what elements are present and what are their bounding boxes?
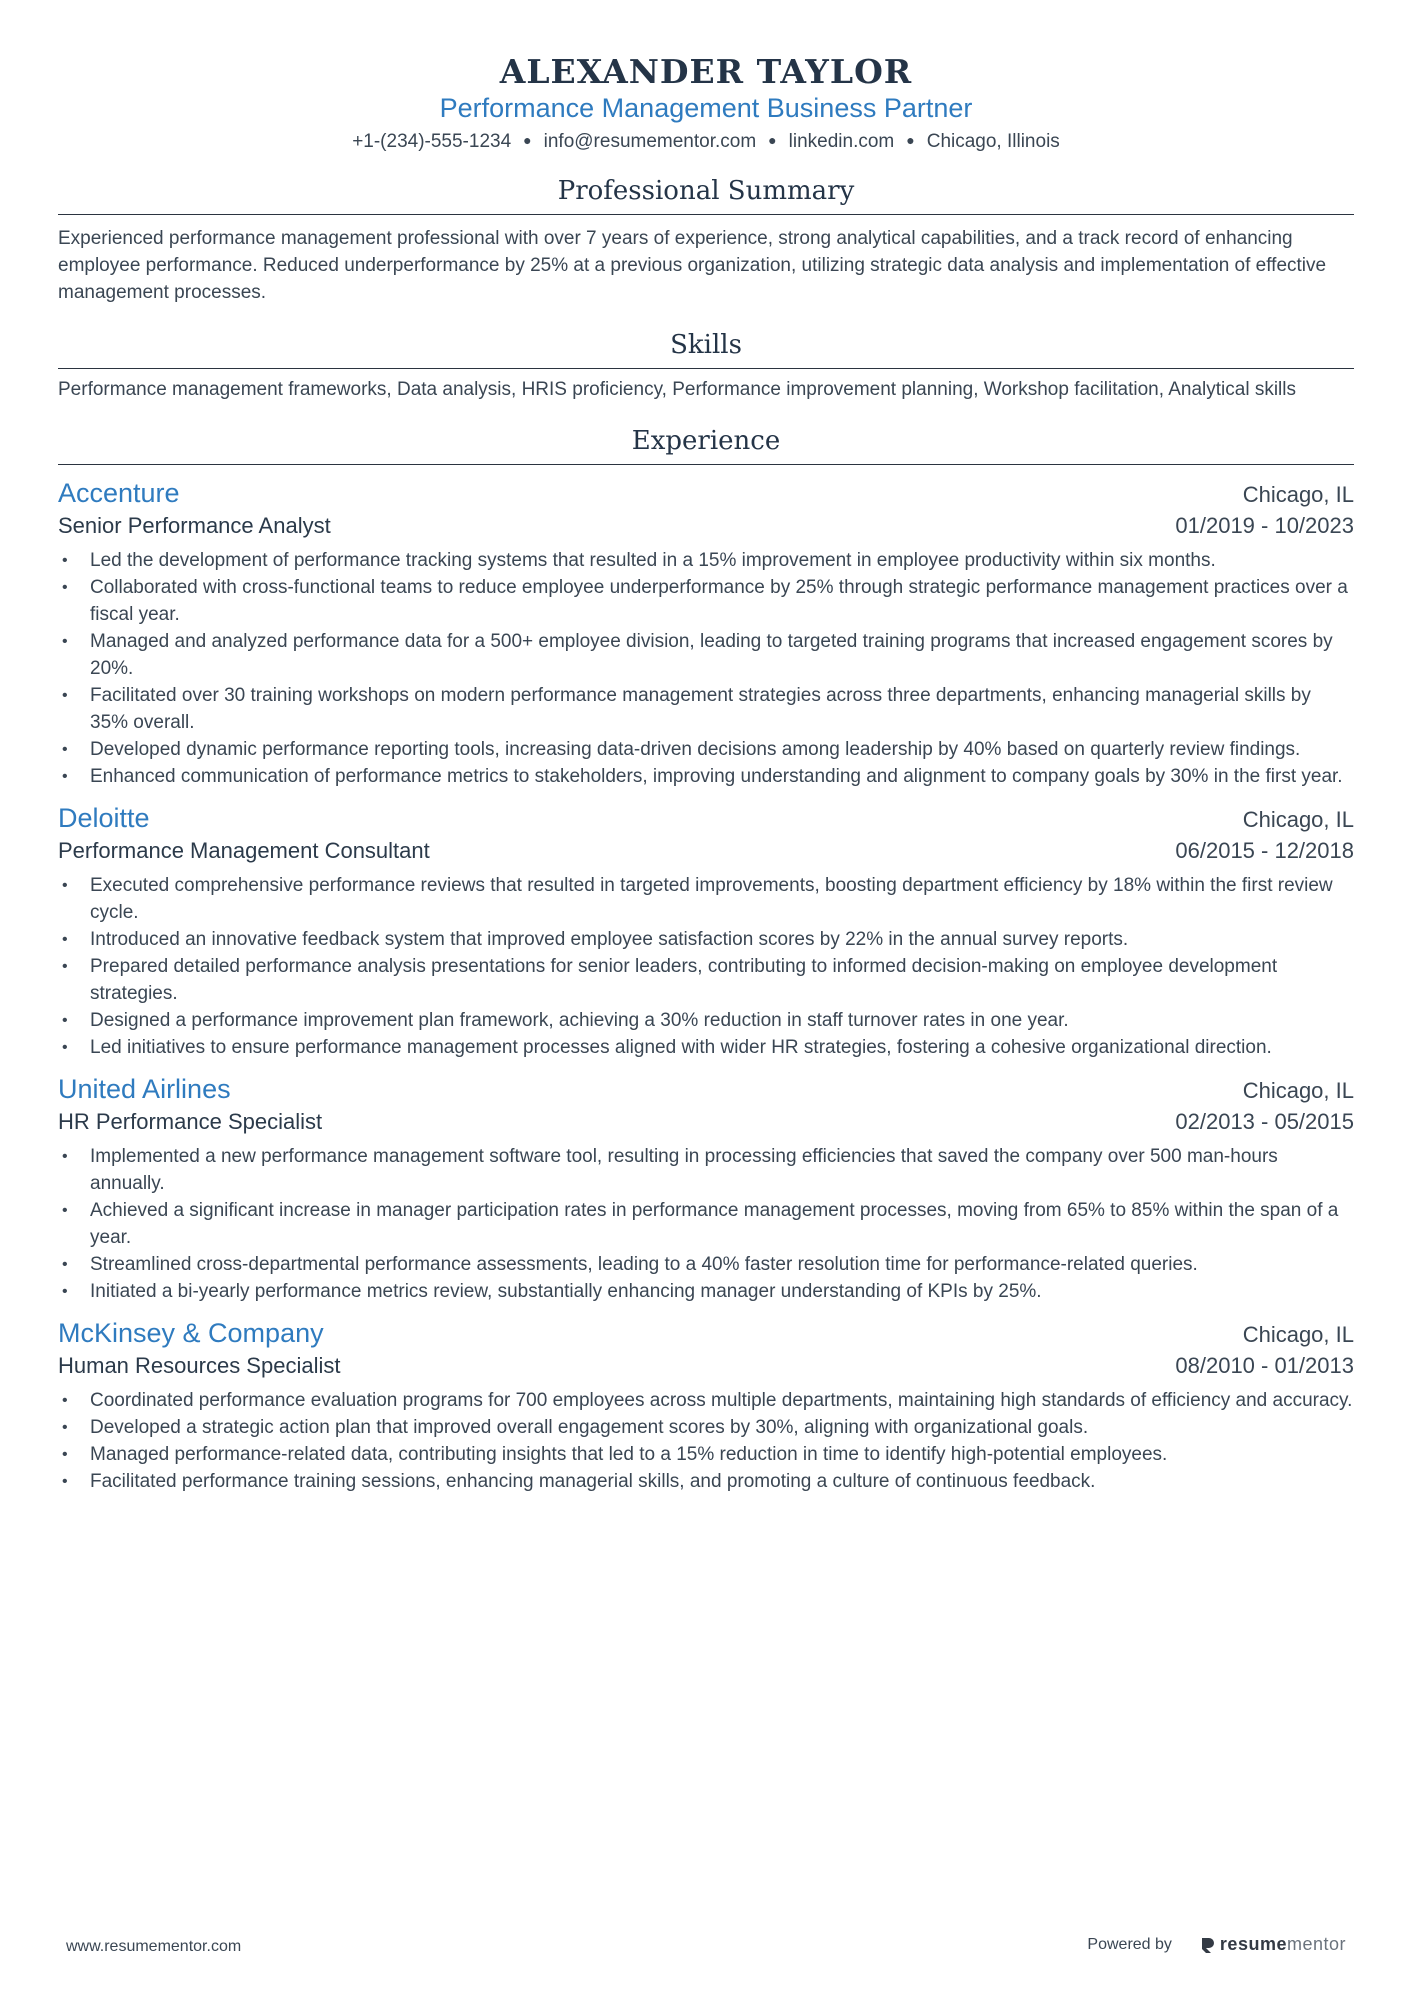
bullet-icon: •	[62, 1446, 68, 1463]
bullet-icon: •	[62, 1256, 68, 1273]
job-bullets	[58, 872, 1354, 1061]
job-bullet	[58, 763, 1354, 790]
bullet-icon: •	[62, 741, 68, 758]
job-bullet	[58, 1197, 1354, 1251]
summary-heading: Professional Summary	[58, 174, 1354, 215]
job-bullet-text: Developed dynamic performance reporting tools, increasing data-driven decisions among leadership by 40% based on quarterly review findings.	[90, 739, 1301, 760]
logo-text-bold: resume	[1219, 1934, 1287, 1954]
job-title: Performance Management Consultant	[58, 838, 430, 863]
job-bullet-text: Streamlined cross-departmental performance assessments, leading to a 40% faster resolution time for performance-related queries.	[90, 1254, 1198, 1275]
job-bullet-text: Achieved a significant increase in manager participation rates in performance management processes, moving from 65% to 85% within the span of a year.	[90, 1200, 1339, 1248]
job-bullet	[58, 1414, 1354, 1441]
footer-branding	[1087, 1934, 1346, 1955]
separator-dot: ●	[906, 132, 915, 148]
contact-line	[58, 126, 1354, 156]
job-header-row	[58, 1071, 1354, 1107]
skills-section	[58, 328, 1354, 402]
job-dates: 01/2019 - 10/2023	[1175, 513, 1354, 538]
job-bullet-text: Led initiatives to ensure performance management processes aligned with wider HR strategies, fostering a cohesive organizational direction.	[90, 1037, 1272, 1058]
skills-heading: Skills	[58, 328, 1354, 369]
resumementor-logo[interactable]	[1200, 1934, 1346, 1955]
job-bullet-text: Coordinated performance evaluation programs for 700 employees across multiple departments, maintaining high standards of efficiency and accuracy.	[90, 1390, 1353, 1411]
job-title: Human Resources Specialist	[58, 1353, 341, 1378]
bullet-icon: •	[62, 552, 68, 569]
bullet-icon: •	[62, 1012, 68, 1029]
job-bullet	[58, 953, 1354, 1007]
job-bullet	[58, 574, 1354, 628]
bullet-icon: •	[62, 1039, 68, 1056]
bullet-icon: •	[62, 1392, 68, 1409]
contact-phone: +1-(234)-555-1234	[352, 131, 512, 152]
experience-heading: Experience	[58, 424, 1354, 465]
job-title: HR Performance Specialist	[58, 1109, 323, 1134]
job-bullet-text: Led the development of performance tracking systems that resulted in a 15% improvement in employee productivity within six months.	[90, 550, 1216, 571]
candidate-name: ALEXANDER TAYLOR	[499, 52, 913, 91]
separator-dot: ●	[768, 132, 777, 148]
footer-website[interactable]: www.resumementor.com	[66, 1938, 242, 1955]
resume-page	[58, 0, 1354, 1495]
job-bullet	[58, 1143, 1354, 1197]
bullet-icon: •	[62, 1202, 68, 1219]
job-bullet	[58, 736, 1354, 763]
bullet-icon: •	[62, 1419, 68, 1436]
job-location: Chicago, IL	[1242, 482, 1354, 507]
contact-location: Chicago, Illinois	[926, 131, 1060, 152]
job-entry	[58, 475, 1354, 790]
job-title-row	[58, 836, 1354, 866]
job-entry	[58, 1071, 1354, 1305]
job-bullet-text: Developed a strategic action plan that improved overall engagement scores by 30%, aligning with organizational goals.	[90, 1417, 1089, 1438]
experience-section	[58, 424, 1354, 1495]
resumementor-logo-icon	[1200, 1936, 1216, 1954]
job-location: Chicago, IL	[1242, 1078, 1354, 1103]
job-location: Chicago, IL	[1242, 807, 1354, 832]
bullet-icon: •	[62, 687, 68, 704]
job-title-row	[58, 511, 1354, 541]
summary-text: Experienced performance management professional with over 7 years of experience, strong analytical capabilities, and a track record of enhancing employee performance. Reduced underperformance by 25% at a previous organization, utilizing strategic data analysis and implementation of effective management processes.	[58, 228, 1327, 303]
job-bullets	[58, 547, 1354, 790]
bullet-icon: •	[62, 958, 68, 975]
job-header-row	[58, 1315, 1354, 1351]
job-company: United Airlines	[58, 1074, 231, 1104]
job-bullet-text: Initiated a bi-yearly performance metrics review, substantially enhancing manager understanding of KPIs by 25%.	[90, 1281, 1042, 1302]
job-company: Deloitte	[58, 803, 150, 833]
job-bullet-text: Collaborated with cross-functional teams to reduce employee underperformance by 25% through strategic performance management practices over a fiscal year.	[90, 577, 1348, 625]
bullet-icon: •	[62, 633, 68, 650]
job-header-row	[58, 800, 1354, 836]
job-bullet	[58, 872, 1354, 926]
job-bullet-text: Managed performance-related data, contributing insights that led to a 15% reduction in time to identify high-potential employees.	[90, 1444, 1168, 1465]
job-company: Accenture	[58, 478, 180, 508]
job-company: McKinsey & Company	[58, 1318, 324, 1348]
separator-dot: ●	[523, 132, 532, 148]
bullet-icon: •	[62, 877, 68, 894]
job-bullets	[58, 1143, 1354, 1305]
contact-email[interactable]: info@resumementor.com	[543, 131, 757, 152]
bullet-icon: •	[62, 579, 68, 596]
candidate-role: Performance Management Business Partner	[439, 93, 973, 123]
bullet-icon: •	[62, 768, 68, 785]
job-bullet-text: Prepared detailed performance analysis presentations for senior leaders, contributing to informed decision-making on employee development strategies.	[90, 956, 1278, 1004]
bullet-icon: •	[62, 1283, 68, 1300]
job-bullets	[58, 1387, 1354, 1495]
job-bullet-text: Executed comprehensive performance reviews that resulted in targeted improvements, boosting department efficiency by 18% within the first review cycle.	[90, 875, 1333, 923]
bullet-icon: •	[62, 1148, 68, 1165]
job-bullet	[58, 926, 1354, 953]
job-bullet-text: Designed a performance improvement plan framework, achieving a 30% reduction in staff turnover rates in one year.	[90, 1010, 1069, 1031]
bullet-icon: •	[62, 931, 68, 948]
job-bullet	[58, 547, 1354, 574]
job-bullet	[58, 682, 1354, 736]
job-dates: 06/2015 - 12/2018	[1175, 838, 1354, 863]
job-title: Senior Performance Analyst	[58, 513, 331, 538]
job-bullet	[58, 1007, 1354, 1034]
job-header-row	[58, 475, 1354, 511]
job-bullet-text: Facilitated over 30 training workshops on modern performance management strategies across three departments, enhancing managerial skills by 35% overall.	[90, 685, 1311, 733]
job-bullet	[58, 1387, 1354, 1414]
job-bullet-text: Managed and analyzed performance data for a 500+ employee division, leading to targeted training programs that increased engagement scores by 20%.	[90, 631, 1333, 679]
powered-by-label: Powered by	[1087, 1935, 1172, 1953]
job-bullet	[58, 628, 1354, 682]
job-dates: 08/2010 - 01/2013	[1175, 1353, 1354, 1378]
job-bullet	[58, 1468, 1354, 1495]
job-bullet-text: Implemented a new performance management software tool, resulting in processing efficiencies that saved the company over 500 man-hours annually.	[90, 1146, 1278, 1194]
logo-text-light: mentor	[1286, 1934, 1346, 1954]
job-bullet	[58, 1441, 1354, 1468]
job-bullet	[58, 1278, 1354, 1305]
job-location: Chicago, IL	[1242, 1322, 1354, 1347]
job-bullet-text: Enhanced communication of performance metrics to stakeholders, improving understanding and alignment to company goals by 30% in the first year.	[90, 766, 1343, 787]
job-entry	[58, 800, 1354, 1061]
job-entry	[58, 1315, 1354, 1495]
skills-text: Performance management frameworks, Data analysis, HRIS proficiency, Performance improvement planning, Workshop facilitation, Analytical skills	[58, 379, 1296, 400]
job-bullet-text: Facilitated performance training sessions, enhancing managerial skills, and promoting a culture of continuous feedback.	[90, 1471, 1096, 1492]
job-bullet-text: Introduced an innovative feedback system that improved employee satisfaction scores by 22% in the annual survey reports.	[90, 929, 1129, 950]
job-list	[58, 475, 1354, 1495]
job-bullet	[58, 1251, 1354, 1278]
bullet-icon: •	[62, 1473, 68, 1490]
job-bullet	[58, 1034, 1354, 1061]
summary-section	[58, 174, 1354, 306]
job-title-row	[58, 1107, 1354, 1137]
contact-linkedin[interactable]: linkedin.com	[788, 131, 895, 152]
job-dates: 02/2013 - 05/2015	[1175, 1109, 1354, 1134]
job-title-row	[58, 1351, 1354, 1381]
